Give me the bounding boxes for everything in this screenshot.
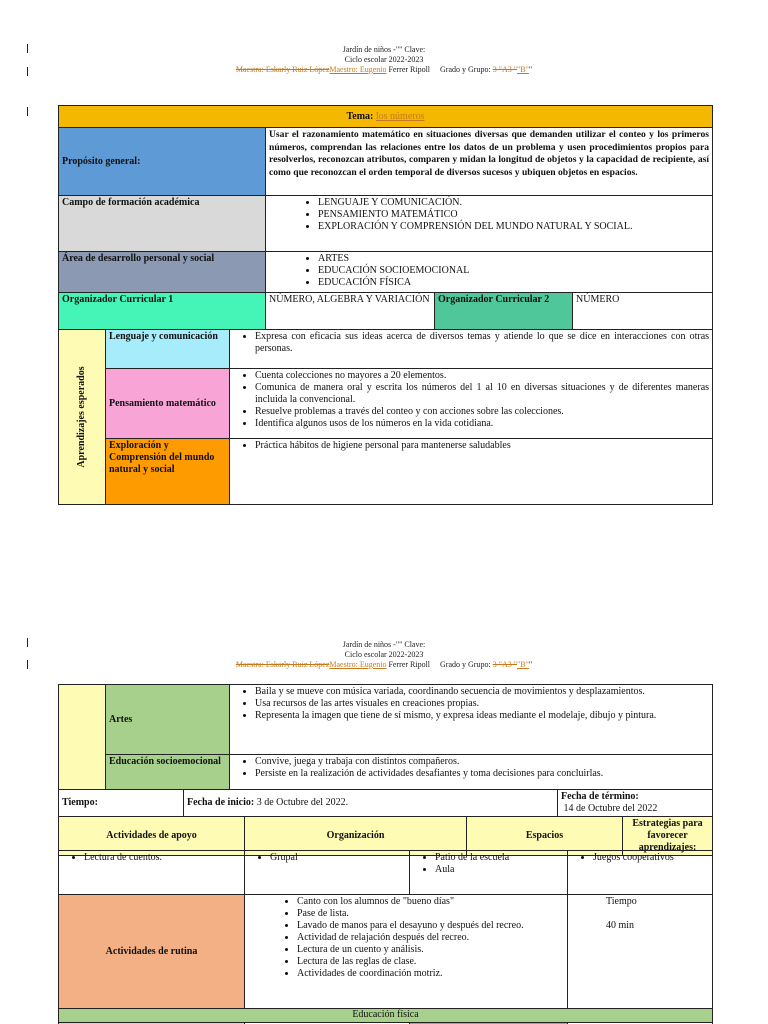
list-item: • Actividad de relajación después del recreo. (297, 932, 564, 944)
campo-label: Campo de formación académica (59, 196, 266, 252)
col-espacios: Espacios (467, 817, 623, 856)
fecha-termino-value: 14 de Octubre del 2022 (561, 803, 658, 814)
socio-label: Educación socioemocional (106, 755, 230, 790)
list-item: • Práctica hábitos de higiene personal para mantenerse saludables (255, 440, 709, 452)
rutina-tiempo-value: 40 min (606, 920, 635, 931)
organizador2-value: NÚMERO (573, 293, 713, 330)
list-item: • Representa la imagen que tiene de sí mismo, y expresa ideas mediante el modelaje, dibujo y pintura. (255, 710, 709, 722)
grade-new: "B" (517, 660, 529, 669)
grade-label: Grado y Grupo: (430, 660, 493, 669)
activities-table (58, 789, 713, 856)
exploracion-label: Exploración y Comprensión del mundo natural y social (106, 439, 230, 505)
grade-end: " (528, 65, 533, 74)
fecha-inicio-label: Fecha de inicio: (187, 797, 255, 808)
list-item: • Resuelve problemas a través del conteo y con acciones sobre las colecciones. (255, 406, 709, 418)
grade-label: Grado y Grupo: (430, 65, 493, 74)
page-header (0, 45, 768, 75)
page-header (0, 640, 768, 670)
fecha-termino (558, 790, 713, 817)
margin-mark (27, 107, 28, 116)
list-item: • Lectura de las reglas de clase. (297, 956, 564, 968)
list-item: • Comunica de manera oral y escrita los números del 1 al 10 en diversas situaciones y de diferentes maneras incluida la convencional. (255, 382, 709, 406)
campo-list (266, 196, 713, 252)
col-apoyo: Actividades de apoyo (59, 817, 245, 856)
artes-label: Artes (106, 685, 230, 755)
list-item: • EXPLORACIÓN Y COMPRENSIÓN DEL MUNDO NATURAL Y SOCIAL. (318, 221, 709, 233)
teacher-rest: Ferrer Ripoll (386, 660, 431, 669)
grade-new: "B" (517, 65, 529, 74)
rutina-tiempo-label: Tiempo (606, 896, 637, 907)
fecha-termino-label: Fecha de término: (561, 791, 639, 802)
fecha-inicio (184, 790, 558, 817)
aprendizajes-vertical (59, 330, 106, 505)
list-item: • EDUCACIÓN FÍSICA (318, 277, 709, 289)
list-item: • Usa recursos de las artes visuales en creaciones propias. (255, 698, 709, 710)
list-item: • EDUCACIÓN SOCIOEMOCIONAL (318, 265, 709, 277)
tema-label: Tema: (346, 110, 374, 122)
header-school: Jardín de niños -"" Clave: (342, 640, 426, 649)
organizador1-value: NÚMERO, ALGEBRA Y VARIACIÓN (266, 293, 435, 330)
organizacion-cell (245, 851, 410, 895)
grade-struck: 3 "A3 " (492, 65, 517, 74)
pensamiento-label: Pensamiento matemático (106, 369, 230, 439)
socio-list (230, 755, 713, 790)
header-cycle: Ciclo escolar 2022-2023 (344, 55, 424, 64)
grade-struck: 3 "A3 " (492, 660, 517, 669)
teacher-new: Maestro: Eugenio (329, 660, 387, 669)
exploracion-list (230, 439, 713, 505)
list-item: • ARTES (318, 253, 709, 265)
aprendizajes-continued-table (58, 684, 713, 790)
espacios-cell (410, 851, 568, 895)
artes-list (230, 685, 713, 755)
header-teacher (0, 65, 768, 75)
edfisica-row: Educación física (59, 1009, 713, 1023)
list-item: • Expresa con eficacia sus ideas acerca de diversos temas y atiende lo que se dice en interacciones con otras personas. (255, 331, 709, 355)
list-item: • Lectura de un cuento y análisis. (297, 944, 564, 956)
lenguaje-list (230, 330, 713, 369)
planning-table (58, 105, 713, 505)
list-item: • Actividades de coordinación motriz. (297, 968, 564, 980)
tema-value: los números (375, 110, 425, 122)
grade-end: " (528, 660, 533, 669)
list-item: • Grupal (270, 852, 406, 864)
list-item: • Pase de lista. (297, 908, 564, 920)
list-item: • PENSAMIENTO MATEMÁTICO (318, 209, 709, 221)
header-school: Jardín de niños -"" Clave: (342, 45, 426, 54)
list-item: • Identifica algunos usos de los números en la vida cotidiana. (255, 418, 709, 430)
teacher-struck: Maestra: Eskarly Ruiz López (235, 65, 330, 74)
area-list (266, 252, 713, 293)
pensamiento-list (230, 369, 713, 439)
list-item: • Canto con los alumnos de "bueno días" (297, 896, 564, 908)
proposito-label: Propósito general: (59, 128, 266, 196)
header-cycle: Ciclo escolar 2022-2023 (344, 650, 424, 659)
rutina-list (245, 895, 568, 1009)
list-item: • Patio de la escuela (435, 852, 564, 864)
activities-body-table (58, 850, 713, 1024)
estrategias-cell (568, 851, 713, 895)
rutina-tiempo (568, 895, 713, 1009)
teacher-rest: Ferrer Ripoll (386, 65, 431, 74)
aprendizajes-label: Aprendizajes esperados (76, 366, 87, 468)
proposito-text: Usar el razonamiento matemático en situaciones diversas que demanden utilizar el conteo y los primeros números, comprendan las relaciones entre los datos de un problema y usen procedimientos propios para resolverlos, reconozcan atributos, comparen y midan la longitud de objetos y la capacidad de recipiente, así como que reconozcan el orden temporal de diversos sucesos y ubiquen objetos en espacios. (266, 128, 713, 196)
list-item: • Lectura de cuentos. (84, 852, 241, 864)
list-item: • Lavado de manos para el desayuno y después del recreo. (297, 920, 564, 932)
list-item: • Cuenta colecciones no mayores a 20 elementos. (255, 370, 709, 382)
area-label: Área de desarrollo personal y social (59, 252, 266, 293)
teacher-struck: Maestra: Eskarly Ruiz López (235, 660, 330, 669)
organizador2-label: Organizador Curricular 2 (435, 293, 573, 330)
tiempo-label: Tiempo: (59, 790, 184, 817)
list-item: • Baila y se mueve con música variada, coordinando secuencia de movimientos y desplazamientos. (255, 686, 709, 698)
list-item: • Convive, juega y trabaja con distintos compañeros. (255, 756, 709, 768)
rutina-label: Actividades de rutina (59, 895, 245, 1009)
list-item: • LENGUAJE Y COMUNICACIÓN. (318, 197, 709, 209)
fecha-inicio-value: 3 de Octubre del 2022. (254, 797, 349, 808)
list-item: • Persiste en la realización de actividades desafiantes y toma decisiones para concluirlas. (255, 768, 709, 780)
list-item: • Juegos cooperativos (593, 852, 709, 864)
col-estrategias: Estrategias para favorecer aprendizajes: (623, 817, 713, 856)
organizador1-label: Organizador Curricular 1 (59, 293, 266, 330)
tema-row (59, 106, 713, 128)
header-teacher (0, 660, 768, 670)
aprendizajes-vertical-cont (59, 685, 106, 790)
col-organizacion: Organización (245, 817, 467, 856)
list-item: • Aula (435, 864, 564, 876)
teacher-new: Maestro: Eugenio (329, 65, 387, 74)
lenguaje-label: Lenguaje y comunicación (106, 330, 230, 369)
apoyo-cell (59, 851, 245, 895)
